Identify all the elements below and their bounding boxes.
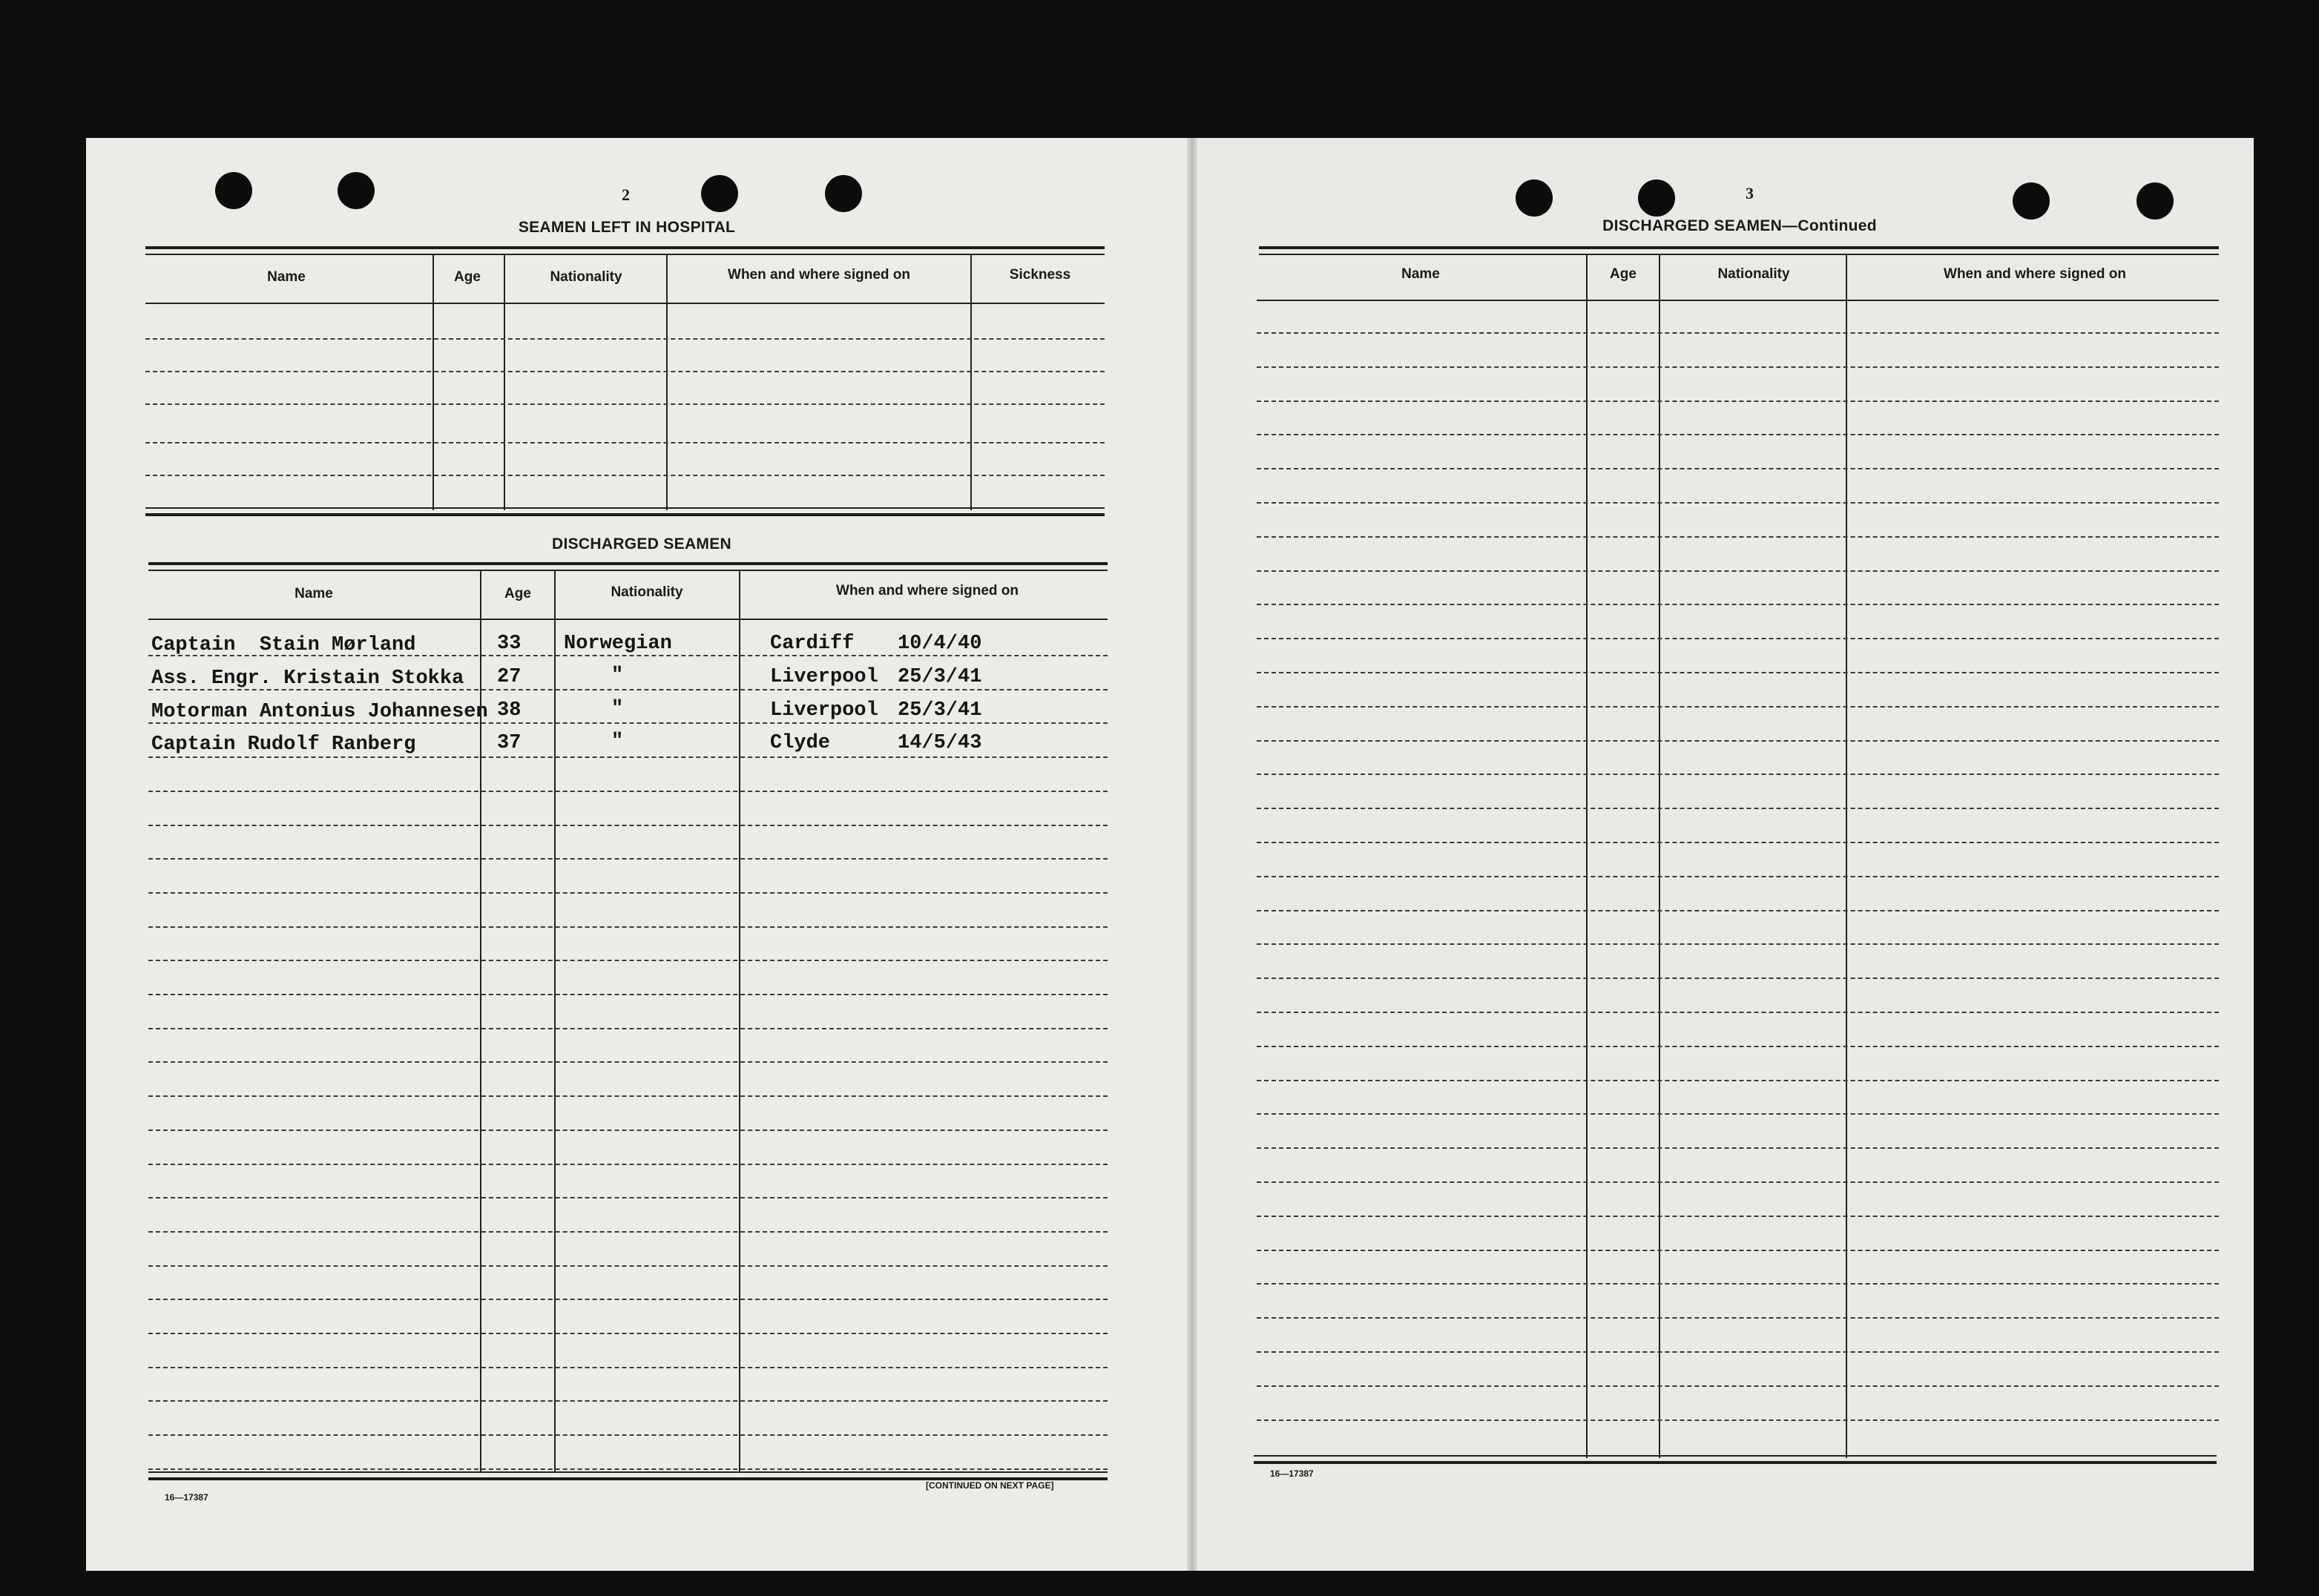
row-line [1257, 536, 2219, 538]
punch-hole [1638, 179, 1675, 217]
row-line [148, 722, 1108, 724]
page-gutter [1187, 138, 1197, 1571]
row-line [148, 1299, 1108, 1300]
row-line [1257, 808, 2219, 809]
row-line [1257, 943, 2219, 945]
seaman-nationality: " [611, 665, 624, 687]
hospital-header-nationality: Nationality [550, 269, 622, 285]
hospital-header-signed-on: When and where signed on [728, 267, 910, 283]
row-line [1257, 332, 2219, 334]
row-line [148, 1130, 1108, 1131]
row-line [148, 1367, 1108, 1368]
seaman-name: Captain Rudolf Ranberg [151, 733, 416, 756]
row-line [148, 825, 1108, 826]
row-line [1257, 1113, 2219, 1115]
row-line [148, 1061, 1108, 1063]
row-line [1257, 604, 2219, 605]
signed-on-place: Clyde [770, 732, 831, 754]
row-line [145, 371, 1105, 372]
discharged-continued-title: DISCHARGED SEAMEN—Continued [1602, 217, 1877, 234]
row-line [1257, 1046, 2219, 1047]
punch-hole [1516, 179, 1553, 217]
column-divider [432, 255, 434, 510]
signed-on-place: Liverpool [770, 666, 878, 688]
table-rule [148, 562, 1108, 565]
row-line [1257, 1317, 2219, 1319]
row-line [148, 1164, 1108, 1165]
hospital-header-name: Name [267, 269, 306, 285]
page-number: 3 [1746, 184, 1754, 202]
discharged-section-title: DISCHARGED SEAMEN [552, 535, 731, 553]
seaman-age: 33 [497, 633, 522, 655]
header-underline [148, 619, 1108, 620]
row-line [148, 756, 1108, 758]
continued-header-nationality: Nationality [1717, 266, 1790, 282]
column-divider [504, 255, 505, 510]
hospital-section-title: SEAMEN LEFT IN HOSPITAL [518, 219, 736, 236]
signed-on-date: 14/5/43 [898, 732, 982, 754]
discharged-header-signed-on: When and where signed on [836, 583, 1019, 598]
seaman-nationality: " [611, 731, 624, 753]
continued-header-name: Name [1401, 266, 1440, 282]
row-line [148, 655, 1108, 656]
row-line [1257, 706, 2219, 708]
seaman-name: Motorman Antonius Johannesen [151, 701, 488, 723]
row-line [1257, 468, 2219, 469]
hospital-header-age: Age [454, 269, 481, 285]
table-rule [1259, 254, 2219, 255]
row-line [1257, 1351, 2219, 1353]
row-line [148, 892, 1108, 894]
seaman-age: 37 [497, 732, 522, 754]
table-rule [145, 254, 1105, 255]
punch-hole [825, 175, 862, 212]
column-divider [1586, 255, 1588, 1458]
seaman-name: Captain Stain Mørland [151, 634, 416, 656]
row-line [1257, 842, 2219, 843]
table-rule [1254, 1461, 2217, 1464]
seaman-nationality: Norwegian [564, 633, 672, 655]
discharged-header-age: Age [504, 586, 531, 601]
form-code: 16—17387 [165, 1492, 208, 1503]
seaman-nationality: " [611, 698, 624, 720]
row-line [148, 1468, 1108, 1470]
row-line [1257, 977, 2219, 979]
row-line [148, 689, 1108, 690]
row-line [148, 791, 1108, 792]
left-page [86, 138, 1190, 1571]
form-code: 16—17387 [1270, 1468, 1314, 1479]
punch-hole [701, 175, 738, 212]
table-rule [145, 507, 1105, 509]
row-line [1257, 1283, 2219, 1285]
continued-header-age: Age [1610, 266, 1637, 282]
row-line [1257, 638, 2219, 639]
row-line [148, 1028, 1108, 1029]
header-underline [145, 303, 1105, 304]
row-line [1257, 672, 2219, 673]
row-line [1257, 1012, 2219, 1013]
row-line [1257, 1147, 2219, 1149]
column-divider [554, 571, 556, 1471]
row-line [1257, 1419, 2219, 1421]
row-line [145, 475, 1105, 476]
row-line [1257, 434, 2219, 435]
row-line [148, 1095, 1108, 1097]
signed-on-date: 25/3/41 [898, 666, 982, 688]
header-underline [1257, 300, 2219, 301]
row-line [1257, 1080, 2219, 1081]
table-rule [145, 246, 1105, 249]
row-line [1257, 502, 2219, 504]
hospital-header-sickness: Sickness [1009, 267, 1071, 283]
row-line [145, 403, 1105, 405]
row-line [1257, 876, 2219, 877]
page-number: 2 [622, 185, 630, 204]
table-rule [148, 1471, 1108, 1473]
column-divider [970, 255, 972, 510]
row-line [1257, 740, 2219, 742]
row-line [148, 1333, 1108, 1334]
row-line [1257, 910, 2219, 911]
table-rule [1259, 246, 2219, 249]
punch-hole [2013, 182, 2050, 220]
signed-on-place: Cardiff [770, 633, 855, 655]
row-line [148, 1434, 1108, 1436]
signed-on-place: Liverpool [770, 699, 878, 722]
discharged-header-nationality: Nationality [611, 584, 683, 600]
row-line [1257, 1216, 2219, 1217]
right-page [1194, 138, 2254, 1571]
row-line [148, 1231, 1108, 1233]
signed-on-date: 10/4/40 [898, 633, 982, 655]
row-line [1257, 1385, 2219, 1387]
row-line [148, 926, 1108, 928]
table-rule [1254, 1455, 2217, 1457]
row-line [148, 1400, 1108, 1402]
punch-hole [338, 172, 375, 209]
column-divider [666, 255, 668, 510]
row-line [145, 338, 1105, 340]
row-line [1257, 366, 2219, 368]
row-line [1257, 570, 2219, 572]
table-rule [148, 570, 1108, 571]
row-line [1257, 774, 2219, 775]
continued-header-signed-on: When and where signed on [1944, 266, 2126, 282]
seaman-age: 27 [497, 666, 522, 688]
row-line [1257, 400, 2219, 402]
column-divider [1659, 255, 1660, 1458]
seaman-name: Ass. Engr. Kristain Stokka [151, 667, 464, 690]
seaman-age: 38 [497, 699, 522, 722]
row-line [148, 1197, 1108, 1198]
column-divider [1846, 255, 1847, 1458]
column-divider [739, 571, 740, 1471]
row-line [148, 858, 1108, 860]
row-line [1257, 1250, 2219, 1251]
row-line [145, 442, 1105, 443]
row-line [1257, 1181, 2219, 1183]
row-line [148, 1265, 1108, 1267]
punch-hole [215, 172, 252, 209]
continued-note: [CONTINUED ON NEXT PAGE] [926, 1480, 1054, 1491]
table-rule [145, 513, 1105, 516]
signed-on-date: 25/3/41 [898, 699, 982, 722]
row-line [148, 994, 1108, 995]
discharged-header-name: Name [295, 586, 333, 601]
row-line [148, 960, 1108, 961]
punch-hole [2137, 182, 2174, 220]
